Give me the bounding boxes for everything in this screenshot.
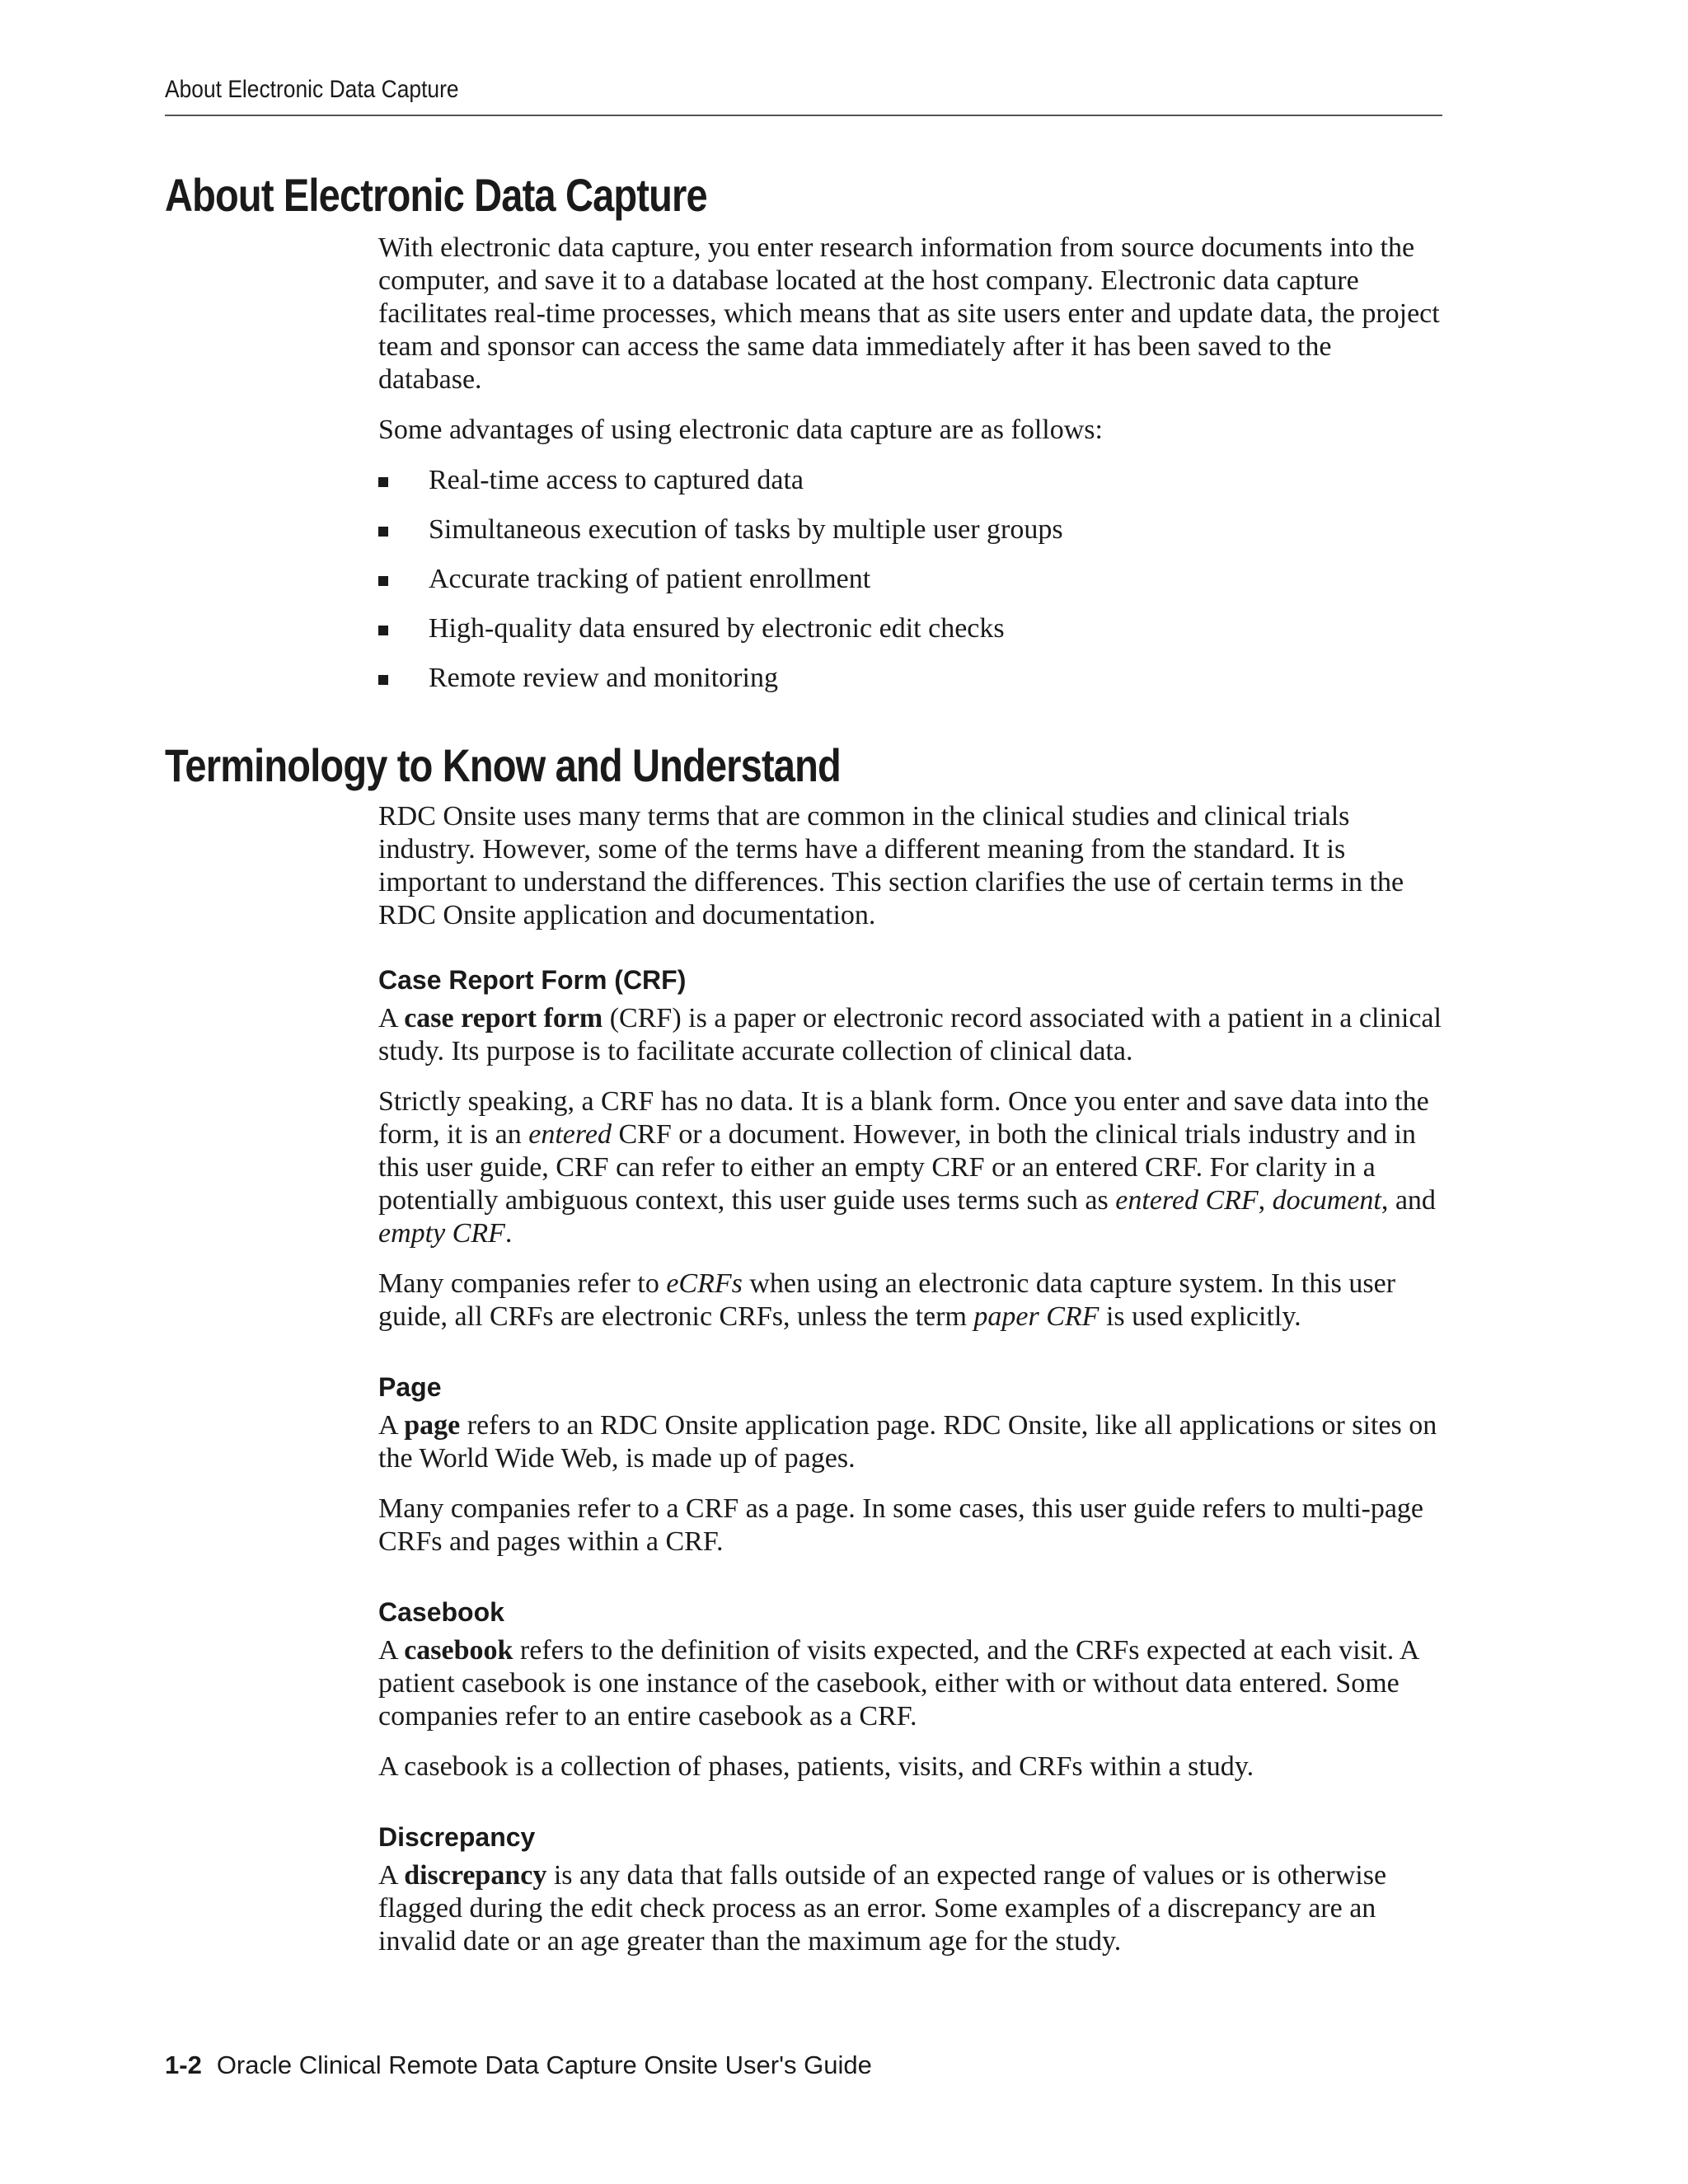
terminology-intro-paragraph: RDC Onsite uses many terms that are common in the clinical studies and clinical trials industry. However, some of the terms have a different meaning from the standard. It is important to understand the differences. This section clarifies the use of certain terms in the RDC Onsite application and documentation. <box>378 801 1404 930</box>
list-item <box>378 464 1442 497</box>
running-header: About Electronic Data Capture <box>165 76 459 103</box>
term-discrepancy: discrepancy <box>404 1860 547 1891</box>
section-terminology-body <box>378 800 1442 1975</box>
advantages-list <box>378 464 1442 695</box>
crf-paragraph-3: Many companies refer to eCRFs when using an electronic data capture system. In this user guide, all CRFs are electronic CRFs, unless the term paper CRF is used explicitly. <box>378 1268 1396 1332</box>
book-title: Oracle Clinical Remote Data Capture Onsite User's Guide <box>216 2050 872 2079</box>
casebook-paragraph-1: A casebook refers to the definition of visits expected, and the CRFs expected at each visit. A patient casebook is one instance of the casebook, either with or without data entered. Some companies refer to an entire casebook as a CRF. <box>378 1635 1418 1732</box>
advantages-intro: Some advantages of using electronic data capture are as follows: <box>378 415 1103 445</box>
bullet-square-icon <box>378 675 388 685</box>
subheading-crf: Case Report Form (CRF) <box>378 965 687 995</box>
page-paragraph-2: Many companies refer to a CRF as a page. In some cases, this user guide refers to multi-page CRFs and pages within a CRF. <box>378 1493 1424 1557</box>
discrepancy-paragraph-1: A discrepancy is any data that falls outside of an expected range of values or is otherwise flagged during the edit check process as an error. Some examples of a discrepancy are an invalid date or an age greater than the maximum age for the study. <box>378 1860 1387 1957</box>
section-title-edc: About Electronic Data Capture <box>165 169 707 221</box>
list-item-text: Simultaneous execution of tasks by multiple user groups <box>429 514 1063 545</box>
list-item <box>378 513 1442 546</box>
list-item-text: High-quality data ensured by electronic edit checks <box>429 613 1005 644</box>
term-casebook: casebook <box>404 1635 513 1666</box>
term-page: page <box>404 1410 461 1441</box>
crf-paragraph-2: Strictly speaking, a CRF has no data. It is a blank form. Once you enter and save data into the form, it is an entered CRF or a document. However, in both the clinical trials industry and in this user guide, CRF can refer to either an empty CRF or an entered CRF. For clarity in a potentially ambiguous context, this user guide uses terms such as entered CRF, document, and empty CRF. <box>378 1086 1436 1249</box>
term-case-report-form: case report form <box>404 1003 603 1033</box>
page-paragraph-1: A page refers to an RDC Onsite application page. RDC Onsite, like all applications or sites on the World Wide Web, is made up of pages. <box>378 1410 1437 1474</box>
bullet-square-icon <box>378 527 388 537</box>
bullet-square-icon <box>378 477 388 487</box>
list-item <box>378 662 1442 695</box>
header-rule <box>165 115 1442 116</box>
page-number: 1-2 <box>165 2050 202 2079</box>
edc-intro-paragraph: With electronic data capture, you enter research information from source documents into the computer, and save it to a database located at the host company. Electronic data capture facilitates real-time processes, which means that as site users enter and update data, the project team and sponsor can access the same data immediately after it has been saved to the database. <box>378 232 1440 395</box>
bullet-square-icon <box>378 626 388 635</box>
list-item <box>378 563 1442 596</box>
bullet-square-icon <box>378 576 388 586</box>
subheading-page: Page <box>378 1372 442 1402</box>
list-item-text: Remote review and monitoring <box>429 663 778 693</box>
section-edc-body <box>378 232 1442 711</box>
list-item <box>378 612 1442 645</box>
list-item-text: Accurate tracking of patient enrollment <box>429 564 871 594</box>
crf-paragraph-1: A case report form (CRF) is a paper or electronic record associated with a patient in a clinical study. Its purpose is to facilitate accurate collection of clinical data. <box>378 1003 1442 1066</box>
subheading-discrepancy: Discrepancy <box>378 1822 536 1852</box>
page-footer <box>165 2050 872 2080</box>
list-item-text: Real-time access to captured data <box>429 465 804 495</box>
section-title-terminology: Terminology to Know and Understand <box>165 739 841 791</box>
subheading-casebook: Casebook <box>378 1597 504 1627</box>
casebook-paragraph-2: A casebook is a collection of phases, patients, visits, and CRFs within a study. <box>378 1751 1254 1782</box>
